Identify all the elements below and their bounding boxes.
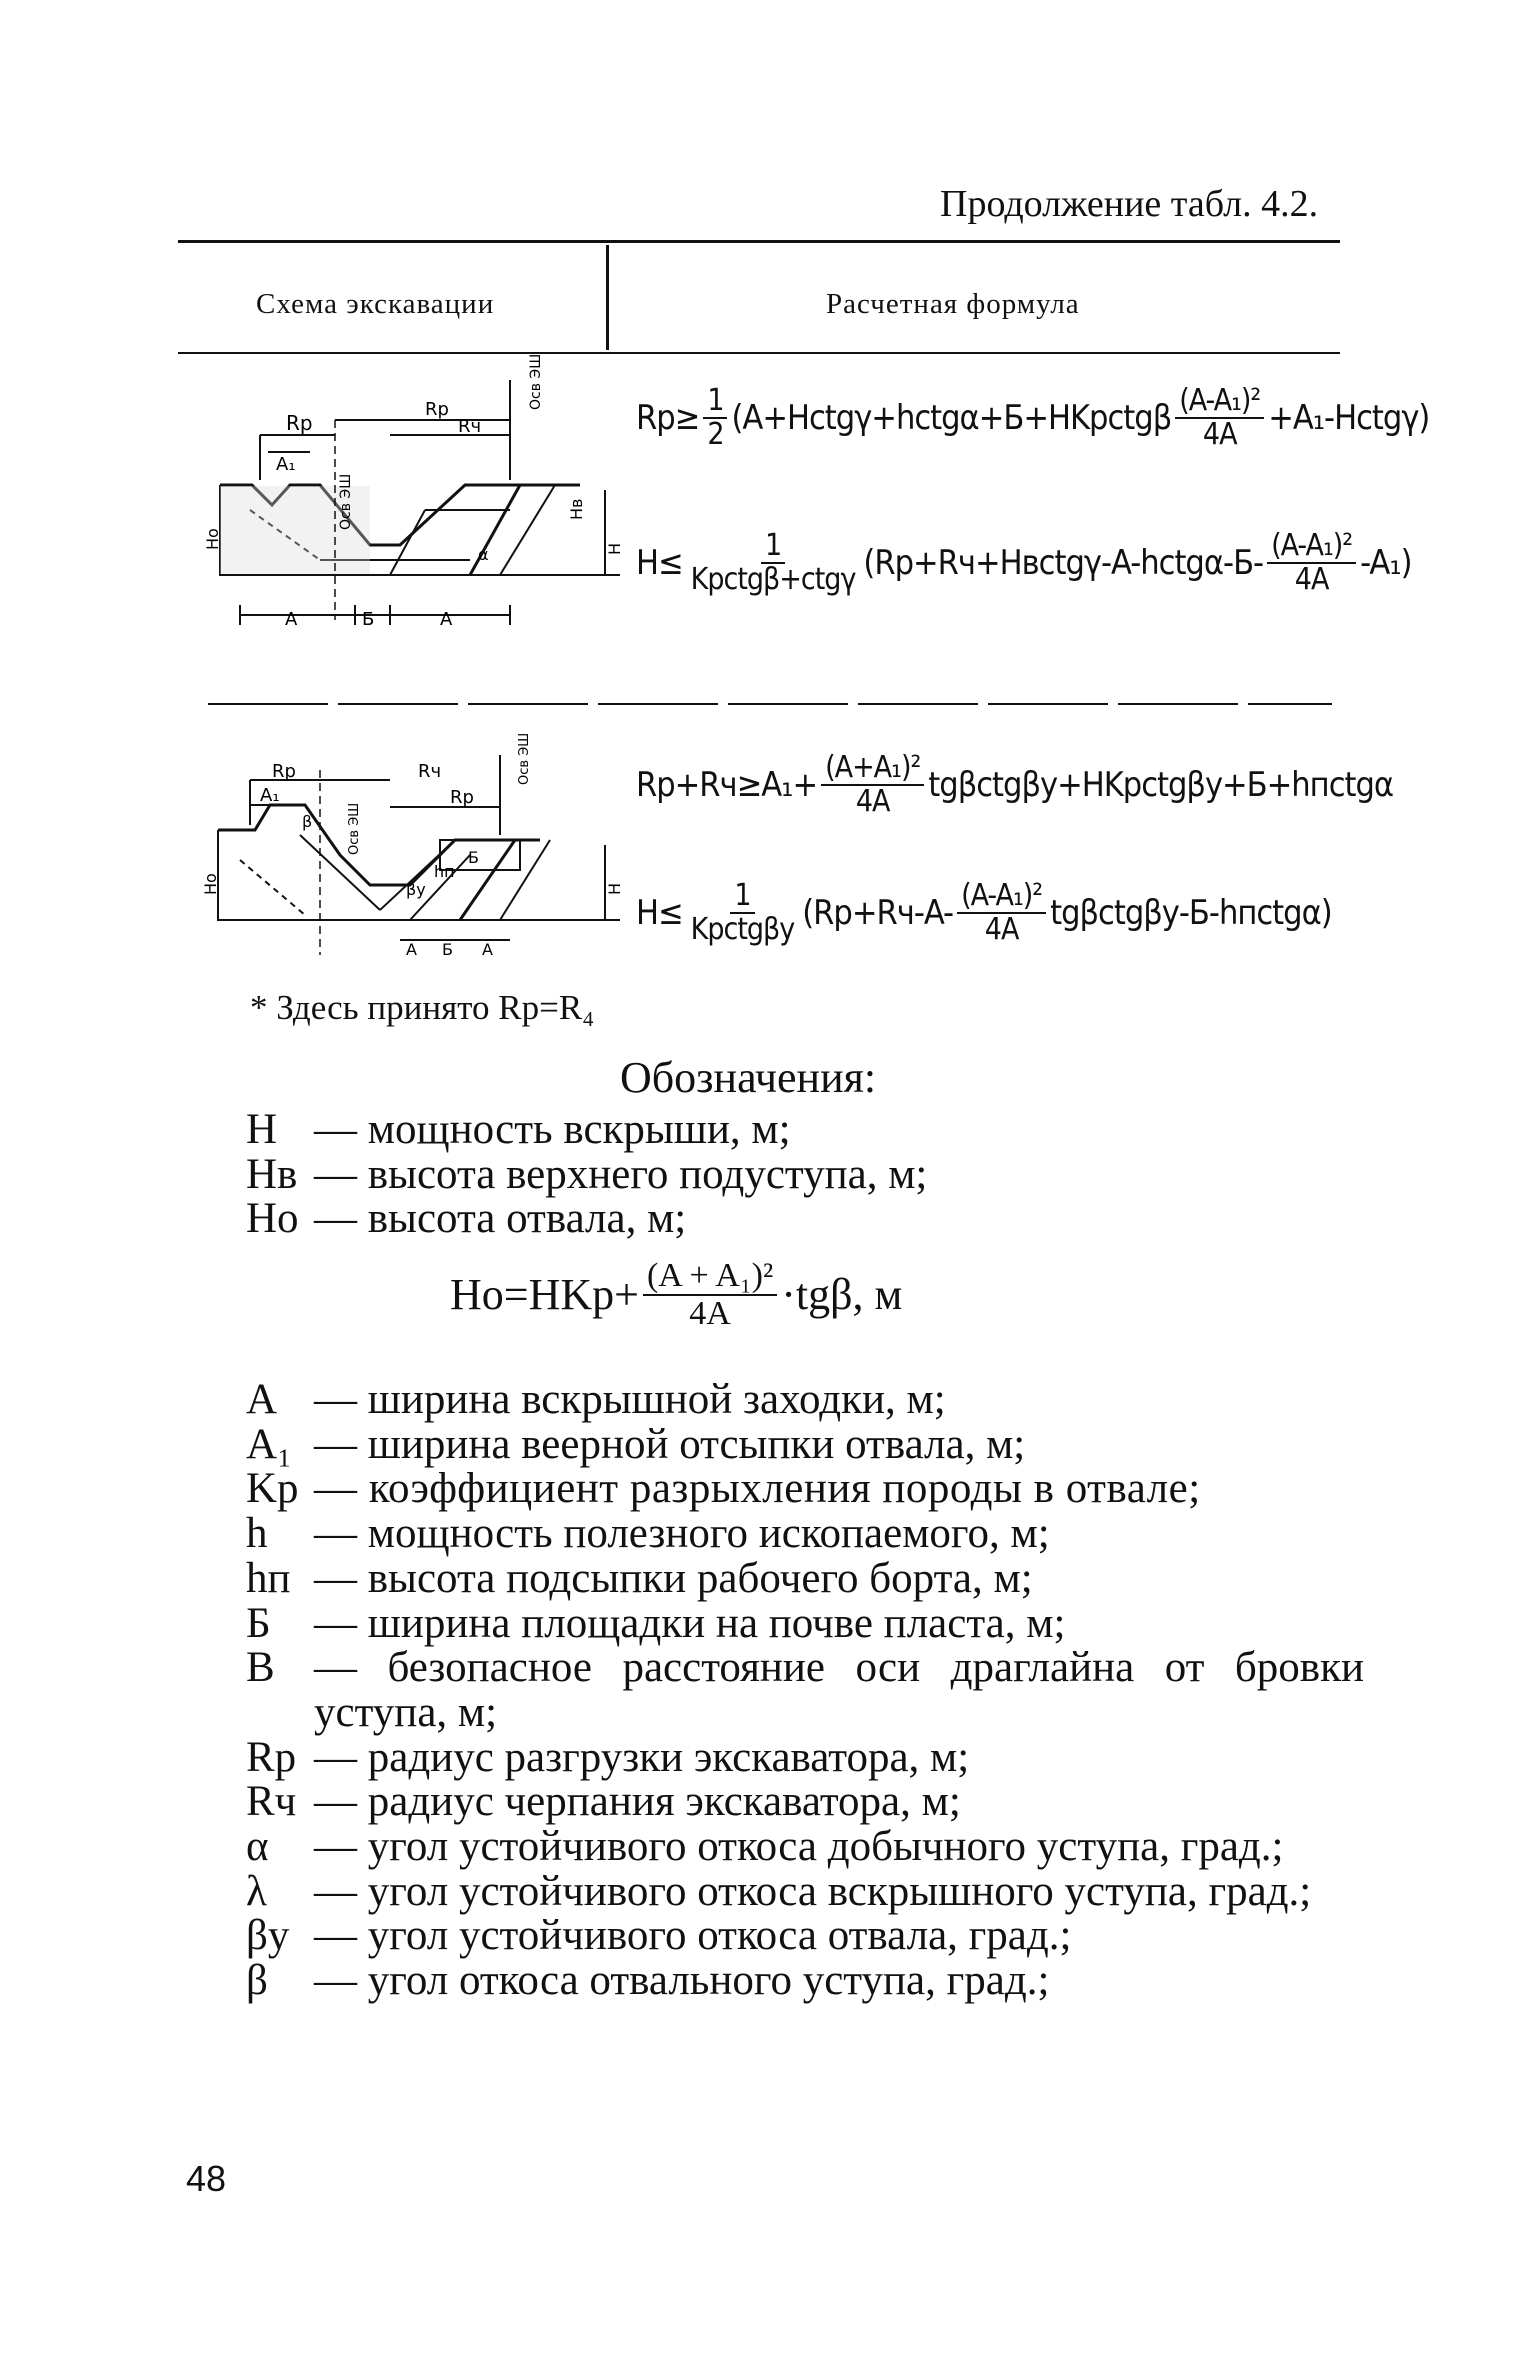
legend-item [246,1150,1364,1198]
table-top-rule [178,240,1340,243]
legend-text: — мощность вскрыши, м; [314,1106,791,1153]
legend-symbol: Hо [246,1195,299,1243]
legend-symbol: βу [246,1912,290,1960]
legend-symbol: h [246,1510,268,1558]
diagram1-label-a2: A [440,609,453,630]
legend-item [246,1378,1364,1423]
f4-lhs: H≤ [636,892,683,933]
diagram1-label-a: A [285,609,298,630]
f3-body: tgβctgβу+HKpctgβу+Б+hпctgα [928,764,1394,805]
legend-symbol: Hв [246,1150,298,1198]
f2-tail: -A₁) [1360,542,1412,583]
legend-text: — угол устойчивого откоса добычного уступа, град.; [314,1823,1284,1871]
legend-text: — ширина веерной отсыпки отвала, м; [314,1420,1026,1468]
diagram1-label-osv2: Осв ЭШ [338,473,354,530]
legend-text: — коэффициент разрыхления породы в отвале; [314,1465,1201,1513]
diagram2-label-rp2: Rp [450,787,474,808]
mainf-tail: ·tgβ, м [781,1270,903,1320]
table-caption: Продолжение табл. 4.2. [940,183,1319,225]
legend-list-top [246,1108,1364,1242]
f1-frac [703,385,727,450]
diagram1-label-rp: Rp [286,411,313,435]
f2-frac2-num: (A-A₁)² [1267,530,1356,564]
diagram2-label-a: A [406,940,417,959]
diagram2-label-rch: Rч [418,761,442,782]
legend-item [246,1867,1364,1915]
f4-tail: tgβctgβу-Б-hпctgα) [1050,892,1332,933]
diagram1-label-osv1: Осв ЭШ [528,353,544,410]
f4-frac-num: 1 [730,880,754,914]
legend-symbol: Б [246,1599,271,1647]
legend-symbol: α [246,1823,269,1871]
legend-text: — высота верхнего подуступа, м; [314,1150,928,1198]
f3-frac-num: (A+A₁)² [821,752,924,786]
diagram1-label-hv: Нв [567,498,586,520]
diagram2-label-osv2: Осв ЭШ [347,802,362,855]
f2-frac2 [1267,530,1356,595]
f2-frac2-den: 4A [1294,561,1329,597]
legend-item [246,1197,1364,1242]
legend-symbol: A₁ [246,1420,293,1468]
f2-frac-den: Kpctgβ+ctgγ [690,561,856,597]
table-header-rule [178,352,1340,354]
diagram2-label-hp: hп [434,862,455,881]
legend-item [246,1914,1364,1959]
f2-lhs: H≤ [636,542,683,583]
diagram1-label-ho: Hо [203,528,222,550]
formula-dump-height [450,1258,902,1331]
mainf-lhs: Hо=HKр+ [450,1270,639,1320]
row-separator [208,703,1332,705]
legend-item [246,1780,1364,1825]
diagram1-label-h: H [605,542,624,555]
legend-symbol: B [246,1644,275,1692]
f2-body: (Rр+Rч+Hвctgγ-A-hctgα-Б- [863,542,1264,583]
mainf-num: (A + A₁)² [643,1258,777,1296]
diagram2-label-b-top: Б [468,848,479,867]
f3-frac [821,752,924,817]
excavation-diagram-1 [203,353,630,630]
f1-frac-num: 1 [703,385,727,419]
f1-body: (A+Hctgγ+hctgα+Б+HKpctgβ [731,397,1172,438]
legend-item [246,1554,1364,1602]
legend-text: — мощность полезного ископаемого, м; [314,1510,1050,1558]
f2-frac [687,530,860,595]
diagram2-label-betay: βу [406,880,426,899]
legend-item [246,1467,1364,1512]
diagram1-label-rp2: Rp [425,399,449,420]
legend-text: — ширина вскрышной заходки, м; [314,1376,946,1423]
legend-item [246,1646,1364,1735]
f4-frac [687,880,799,945]
legend-item [246,1733,1364,1781]
legend-text: — безопасное расстояние оси драглайна от бровки уступа, м; [314,1644,1364,1736]
diagram1-label-rch: Rч [458,416,482,437]
diagram1-label-alpha: α [478,545,489,564]
legend-item [246,1959,1364,2004]
legend-item [246,1599,1364,1647]
mainf-frac [643,1258,777,1331]
legend-text: — радиус разгрузки экскаватора, м; [314,1733,970,1781]
diagram2-label-a2: A [482,940,493,959]
diagram2-label-ho: Hо [201,873,220,895]
legend-text: — ширина площадки на почве пласта, м; [314,1599,1066,1647]
mainf-den: 4A [689,1294,731,1332]
f4-frac2 [957,880,1046,945]
diagram2-label-beta: β [302,812,313,831]
column-title-scheme: Схема экскавации [256,288,495,320]
legend-symbol: A [246,1376,278,1423]
formula-row2-h [636,880,1332,945]
legend-symbol: β [246,1957,268,2005]
legend-symbol: Rч [246,1778,297,1826]
f1-lhs: Rр≥ [636,397,700,438]
legend-heading: Обозначения: [620,1053,877,1102]
f1-frac2-num: (A-A₁)² [1175,385,1264,419]
footnote: * Здесь принято Rр=R₄ [250,988,595,1027]
f3-lhs: Rр+Rч≥A₁+ [636,764,818,805]
f3-frac-den: 4A [855,783,890,819]
legend-list [246,1378,1364,2004]
legend-text: — угол откоса отвального уступа, град.; [314,1957,1050,2005]
formula-row1-rp [636,385,1429,450]
f4-body: (Rр+Rч-A- [802,892,954,933]
diagram2-label-a1: A₁ [260,785,280,806]
legend-symbol: Kр [246,1465,299,1513]
legend-symbol: H [246,1106,278,1153]
legend-symbol: hп [246,1554,291,1602]
f1-frac-den: 2 [707,416,724,452]
formula-row1-h [636,530,1412,595]
formula-row2-rp [636,752,1393,817]
legend-text: — радиус черпания экскаватора, м; [314,1778,961,1826]
page-number: 48 [186,2158,227,2199]
legend-item [246,1512,1364,1557]
table-column-divider [606,245,609,350]
diagram1-label-b: Б [362,609,375,630]
diagram2-label-osv1: Осв ЭШ [517,732,532,785]
diagram2-label-b: Б [442,940,453,959]
legend-item [246,1108,1364,1153]
diagram2-label-h: H [605,882,624,895]
f1-frac2-den: 4A [1202,416,1237,452]
legend-item [246,1420,1364,1468]
legend-text: — высота подсыпки рабочего борта, м; [314,1554,1033,1602]
diagram2-label-rp: Rp [272,761,296,782]
diagram1-label-a1: A₁ [276,454,296,475]
excavation-diagram-2 [201,732,630,960]
legend-symbol: λ [246,1867,267,1915]
f2-frac-num: 1 [761,530,785,564]
f4-frac-den: Kpctgβу [690,911,795,947]
f1-tail: +A₁-Hctgγ) [1268,397,1430,438]
column-title-formula: Расчетная формула [826,288,1080,320]
legend-text: — угол устойчивого откоса вскрышного уступа, град.; [314,1867,1312,1915]
f4-frac2-num: (A-A₁)² [957,880,1046,914]
f4-frac2-den: 4A [984,911,1019,947]
legend-text: — угол устойчивого откоса отвала, град.; [314,1912,1072,1960]
legend-item [246,1825,1364,1870]
f1-frac2 [1175,385,1264,450]
legend-symbol: Rр [246,1733,297,1781]
legend-text: — высота отвала, м; [314,1195,687,1243]
